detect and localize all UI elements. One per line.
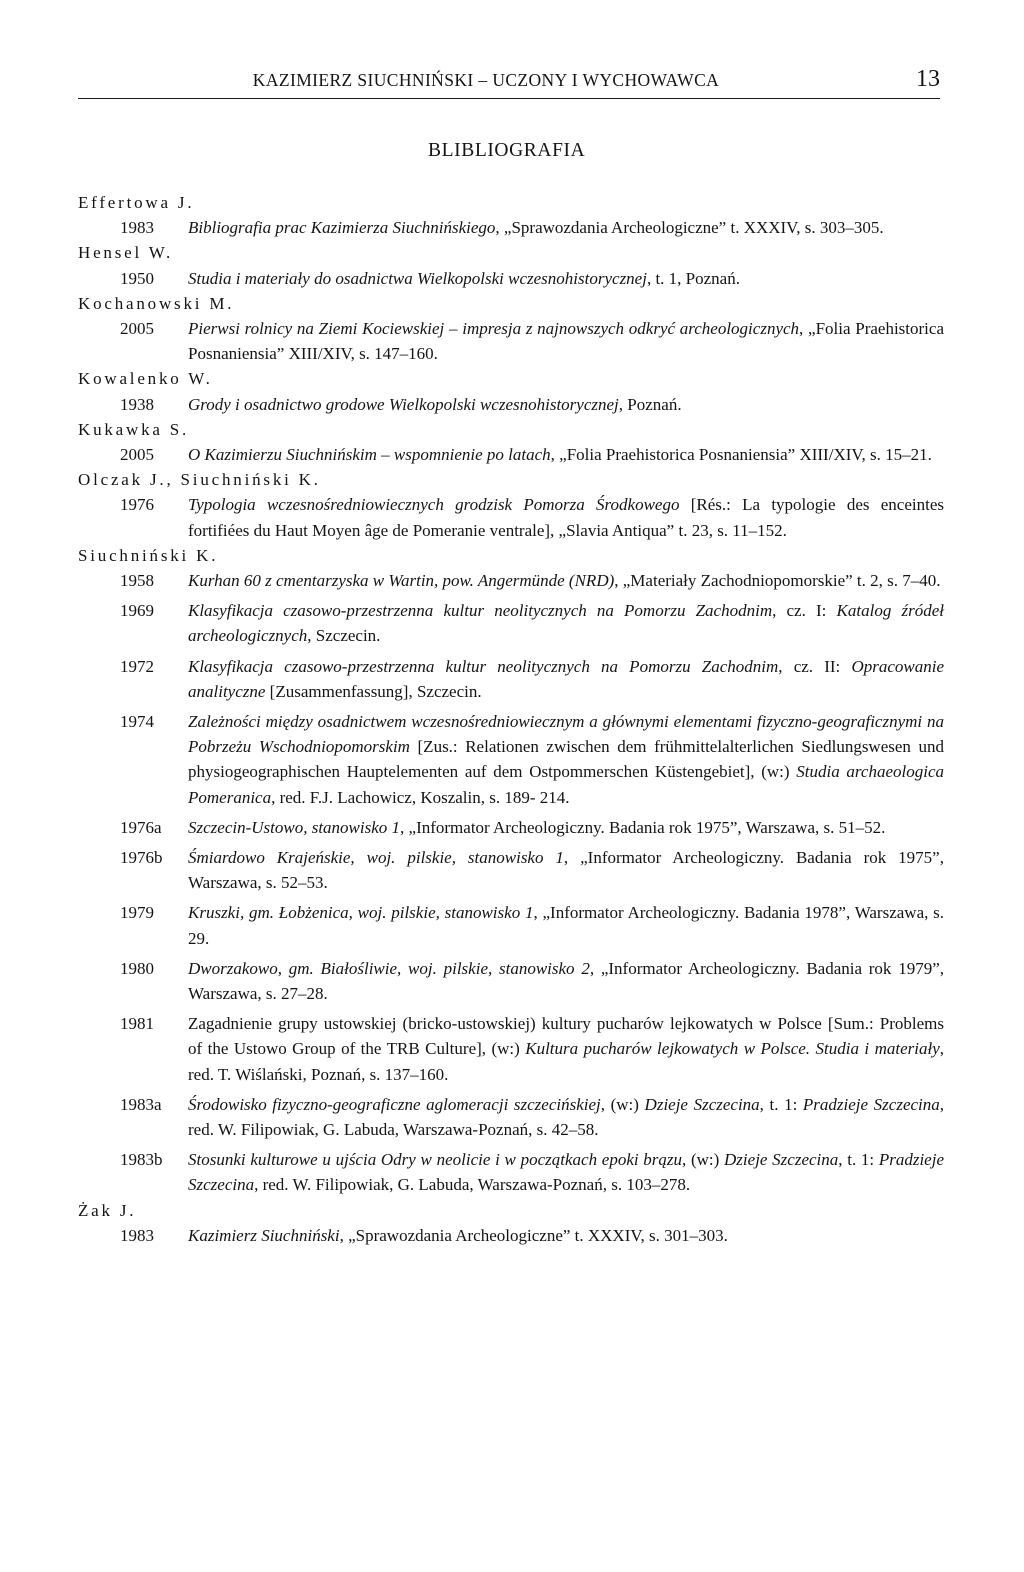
page-number: 13 xyxy=(916,66,940,92)
entry-citation xyxy=(188,709,944,810)
running-title: KAZIMIERZ SIUCHNIŃSKI – UCZONY I WYCHOWAWCA xyxy=(252,70,720,90)
citation-text: , Szczecin. xyxy=(307,626,381,646)
citation-title: Stosunki kulturowe u ujścia Odry w neolicie i w początkach epoki brązu xyxy=(188,1150,683,1170)
entry-citation xyxy=(188,215,944,240)
section-title: BLIBLIOGRAFIA xyxy=(428,140,586,161)
entry-year: 1969 xyxy=(120,601,154,621)
entry-citation xyxy=(188,598,944,648)
bibliography-entry xyxy=(78,598,944,648)
entry-citation xyxy=(188,1223,944,1248)
citation-text: , „Sprawozdania Archeologiczne” t. XXXIV, s. 303–305. xyxy=(495,218,884,238)
bibliography-entry xyxy=(78,215,944,240)
entry-year: 1976 xyxy=(120,495,154,515)
citation-title: Opracowanie analityczne xyxy=(188,656,944,701)
citation-title: Katalog źródeł archeologicznych xyxy=(188,601,944,646)
entry-year: 1938 xyxy=(120,394,154,414)
citation-title: Kruszki, gm. Łobżenica, woj. pilskie, stanowisko 1 xyxy=(188,903,534,923)
citation-title: Środowisko fizyczno-geograficzne aglomeracji szczecińskiej xyxy=(188,1094,601,1114)
bibliography-entry xyxy=(78,316,944,366)
citation-title: O Kazimierzu Siuchnińskim – wspomnienie po latach xyxy=(188,444,551,464)
bibliography-entry xyxy=(78,1147,944,1197)
citation-text: , t. 1, Poznań. xyxy=(646,268,740,288)
citation-title: Pradzieje Szczecina xyxy=(188,1150,944,1195)
bibliography-author: Żak J. xyxy=(78,1200,137,1220)
citation-text: , Poznań. xyxy=(618,394,682,414)
bibliography-entry xyxy=(78,392,944,417)
entry-year: 2005 xyxy=(120,444,154,464)
citation-title: Dzieje Szczecina xyxy=(644,1094,760,1114)
citation-title: Studia archaeologica Pomeranica xyxy=(188,762,944,807)
running-header xyxy=(78,68,940,99)
bibliography-entry xyxy=(78,442,944,467)
entry-citation xyxy=(188,815,944,840)
bibliography-entry xyxy=(78,1092,944,1142)
citation-text: , cz. II: xyxy=(778,656,852,676)
bibliography-entry xyxy=(78,568,944,593)
citation-title: Pradzieje Szczecina xyxy=(802,1094,940,1114)
bibliography-entry xyxy=(78,845,944,895)
entry-citation xyxy=(188,900,944,950)
citation-text: , „Folia Praehistorica Posnaniensia” XIII/XIV, s. 15–21. xyxy=(550,444,932,464)
citation-text: , red. W. Filipowiak, G. Labuda, Warszawa-Poznań, s. 103–278. xyxy=(254,1175,691,1195)
citation-text: [Zus.: Relationen zwischen dem frühmittelalterlichen Siedlungswesen und physiogeographischen Hauptelementen auf dem Ostpommerschen Küstengebiet], (w:) xyxy=(188,737,944,782)
entry-year: 1980 xyxy=(120,958,154,978)
citation-text: , „Informator Archeologiczny. Badania 1978”, Warszawa, s. 29. xyxy=(188,903,944,948)
bibliography-author: Hensel W. xyxy=(78,243,174,263)
entry-citation xyxy=(188,568,944,593)
citation-text: , (w:) xyxy=(682,1150,725,1170)
citation-text: , t. 1: xyxy=(838,1150,879,1170)
bibliography-author: Olczak J., Siuchniński K. xyxy=(78,470,321,490)
bibliography-author: Effertowa J. xyxy=(78,193,195,212)
entry-year: 1981 xyxy=(120,1014,154,1034)
citation-title: Typologia wczesnośredniowiecznych grodzisk Pomorza Środkowego xyxy=(188,495,680,515)
citation-text: [Rés.: La typologie des enceintes fortifiées du Haut Moyen âge de Pomeranie ventrale], „Slavia Antiqua” t. 23, s. 11–152. xyxy=(188,495,944,540)
entry-year: 1983a xyxy=(120,1094,162,1114)
citation-text: , „Materiały Zachodniopomorskie” t. 2, s. 7–40. xyxy=(614,570,941,590)
bibliography-author: Kowalenko W. xyxy=(78,369,213,389)
entry-year: 1974 xyxy=(120,711,154,731)
bibliography-list xyxy=(78,190,944,1248)
citation-text: , „Informator Archeologiczny. Badania rok 1975”, Warszawa, s. 52–53. xyxy=(188,847,944,893)
citation-title: Studia i materiały do osadnictwa Wielkopolski wczesnohistorycznej xyxy=(188,268,647,288)
bibliography-entry xyxy=(78,1223,944,1248)
citation-text: , red. W. Filipowiak, G. Labuda, Warszawa-Poznań, s. 42–58. xyxy=(188,1094,945,1139)
citation-title: Kazimierz Siuchniński xyxy=(188,1225,340,1245)
entry-citation xyxy=(188,1147,944,1197)
bibliography-author: Siuchniński K. xyxy=(78,545,219,565)
bibliography-entry xyxy=(78,492,944,542)
citation-text: [Zusammenfassung], Szczecin. xyxy=(265,681,482,701)
entry-year: 1950 xyxy=(120,268,154,288)
entry-year: 1958 xyxy=(120,570,154,590)
entry-year: 1983b xyxy=(120,1150,163,1170)
citation-text: , cz. I: xyxy=(772,601,837,621)
citation-title: Grody i osadnictwo grodowe Wielkopolski wczesnohistorycznej xyxy=(188,394,619,414)
citation-title: Pierwsi rolnicy na Ziemi Kociewskiej – impresja z najnowszych odkryć archeologicznych xyxy=(188,318,800,338)
entry-year: 1983 xyxy=(120,1225,154,1245)
citation-text: Zagadnienie grupy ustowskiej (bricko-ustowskiej) kultury pucharów lejkowatych w Polsce [Sum.: Problems of the Ustowo Group of the TRB Culture], (w:) xyxy=(188,1014,944,1059)
entry-year: 1976a xyxy=(120,817,162,837)
citation-text: , „Sprawozdania Archeologiczne” t. XXXIV, s. 301–303. xyxy=(339,1225,728,1245)
bibliography-entry xyxy=(78,266,944,291)
citation-text: , (w:) xyxy=(600,1094,645,1114)
citation-title: Śmiardowo Krajeńskie, woj. pilskie, stanowisko 1 xyxy=(188,847,564,867)
entry-citation xyxy=(188,1092,944,1142)
entry-citation xyxy=(188,956,944,1006)
entry-year: 1979 xyxy=(120,903,154,923)
citation-title: Klasyfikacja czasowo-przestrzenna kultur neolitycznych na Pomorzu Zachodnim xyxy=(188,601,773,621)
citation-text: , „Folia Praehistorica Posnaniensia” XIII/XIV, s. 147–160. xyxy=(188,318,944,364)
entry-citation xyxy=(188,392,944,417)
entry-year: 1983 xyxy=(120,218,154,238)
citation-title: Klasyfikacja czasowo-przestrzenna kultur neolitycznych na Pomorzu Zachodnim xyxy=(188,656,779,676)
citation-title: Szczecin-Ustowo, stanowisko 1 xyxy=(188,817,401,837)
bibliography-entry xyxy=(78,956,944,1006)
entry-year: 1976b xyxy=(120,847,163,867)
bibliography-entry xyxy=(78,709,944,810)
citation-title: Dworzakowo, gm. Białośliwie, woj. pilskie, stanowisko 2 xyxy=(188,958,590,978)
citation-title: Zależności między osadnictwem wczesnośredniowiecznym a głównymi elementami fizyczno-geograficznymi na Pobrzeżu Wschodniopomorskim xyxy=(188,711,944,757)
citation-title: Kultura pucharów lejkowatych w Polsce. Studia i materiały xyxy=(525,1039,940,1059)
bibliography-author: Kochanowski M. xyxy=(78,293,235,313)
entry-citation xyxy=(188,1011,944,1087)
entry-citation xyxy=(188,266,944,291)
entry-citation xyxy=(188,316,944,366)
citation-title: Bibliografia prac Kazimierza Siuchnińskiego xyxy=(188,218,496,238)
citation-text: , red. F.J. Lachowicz, Koszalin, s. 189- 214. xyxy=(271,787,570,807)
entry-citation xyxy=(188,845,944,895)
entry-citation xyxy=(188,492,944,542)
citation-text: , „Informator Archeologiczny. Badania rok 1979”, Warszawa, s. 27–28. xyxy=(188,958,944,1003)
bibliography-entry xyxy=(78,900,944,950)
citation-title: Dzieje Szczecina xyxy=(724,1150,839,1170)
citation-text: , „Informator Archeologiczny. Badania rok 1975”, Warszawa, s. 51–52. xyxy=(400,817,886,837)
entry-year: 2005 xyxy=(120,318,154,338)
bibliography-author: Kukawka S. xyxy=(78,419,190,439)
citation-text: , t. 1: xyxy=(759,1094,803,1114)
citation-title: Kurhan 60 z cmentarzyska w Wartin, pow. Angermünde (NRD) xyxy=(188,570,615,590)
citation-text: , red. T. Wiślański, Poznań, s. 137–160. xyxy=(188,1039,944,1084)
entry-citation xyxy=(188,654,944,704)
bibliography-entry xyxy=(78,1011,944,1087)
bibliography-entry xyxy=(78,815,944,840)
entry-year: 1972 xyxy=(120,656,154,676)
bibliography-entry xyxy=(78,654,944,704)
entry-citation xyxy=(188,442,944,467)
